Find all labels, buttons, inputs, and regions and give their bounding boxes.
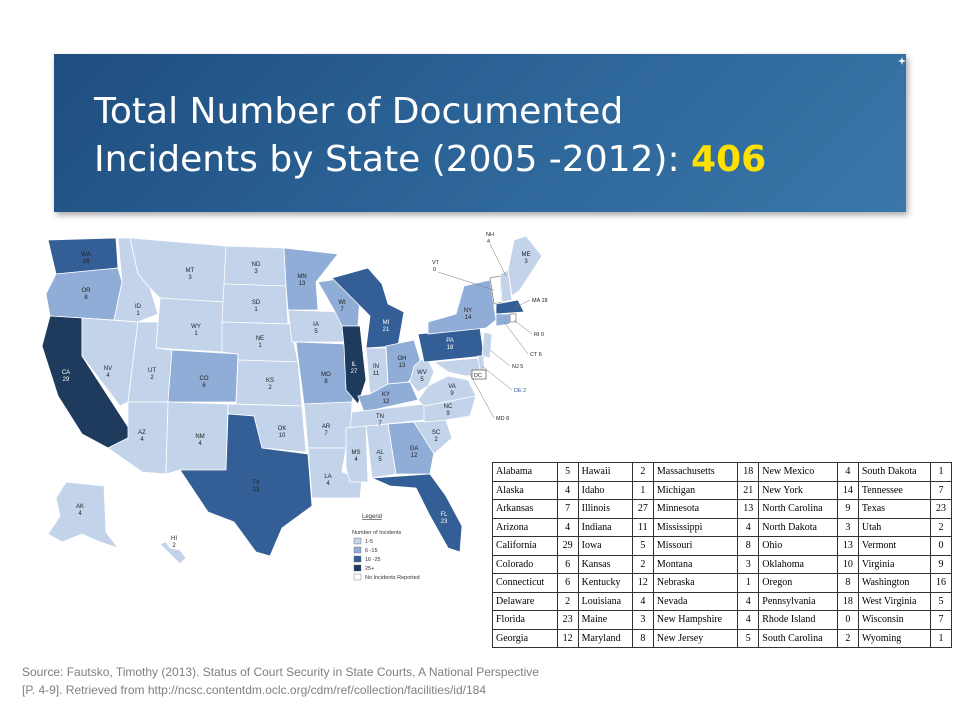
label-tx: TX	[252, 480, 260, 486]
incident-count-cell: 23	[931, 500, 952, 519]
label-ga: GA	[409, 446, 419, 452]
value-oh: 13	[398, 363, 406, 369]
legend-swatch-2	[354, 556, 361, 562]
incident-count-cell: 5	[738, 629, 759, 648]
incident-count-cell: 3	[632, 611, 653, 630]
incident-count-cell: 27	[632, 500, 653, 519]
state-name-cell: Illinois	[578, 500, 632, 519]
state-name-cell: Nevada	[653, 592, 737, 611]
label-mn: MN	[297, 274, 307, 280]
state-name-cell: West Virginia	[858, 592, 930, 611]
value-wv: 5	[420, 377, 424, 383]
label-mo: MO	[321, 372, 331, 378]
incident-count-cell: 3	[837, 518, 858, 537]
incident-count-cell: 7	[931, 611, 952, 630]
label-wi: WI	[338, 300, 346, 306]
incident-count-cell: 8	[837, 574, 858, 593]
state-name-cell: California	[493, 537, 558, 556]
state-name-cell: New York	[759, 481, 838, 500]
label-la: LA	[324, 474, 332, 480]
label-ms: MS	[351, 450, 361, 456]
state-name-cell: Pennsylvania	[759, 592, 838, 611]
label-nv: NV	[103, 366, 113, 372]
state-name-cell: Kansas	[578, 555, 632, 574]
label-md: MD 8	[496, 416, 510, 422]
incident-table-body	[493, 463, 952, 648]
incident-count-cell: 9	[931, 555, 952, 574]
incident-count-cell: 29	[557, 537, 578, 556]
state-name-cell: Idaho	[578, 481, 632, 500]
incident-count-cell: 16	[931, 574, 952, 593]
state-name-cell: Georgia	[493, 629, 558, 648]
value-ks: 2	[268, 385, 272, 391]
label-wy: WY	[191, 324, 201, 330]
state-name-cell: Alaska	[493, 481, 558, 500]
label-hi: HI	[171, 536, 177, 542]
value-tx: 23	[252, 487, 260, 493]
state-name-cell: Oregon	[759, 574, 838, 593]
label-il: IL	[351, 362, 357, 368]
table-row	[493, 500, 952, 519]
legend-label-2: 16 -25	[365, 557, 381, 563]
state-name-cell: Kentucky	[578, 574, 632, 593]
state-name-cell: Massachusetts	[653, 463, 737, 482]
state-name-cell: Utah	[858, 518, 930, 537]
incident-table	[492, 462, 952, 648]
incident-count-cell: 12	[557, 629, 578, 648]
table-row	[493, 518, 952, 537]
incident-count-cell: 0	[931, 537, 952, 556]
state-name-cell: Arkansas	[493, 500, 558, 519]
state-name-cell: Alabama	[493, 463, 558, 482]
incident-count-cell: 3	[738, 555, 759, 574]
label-de: DE 2	[514, 388, 527, 394]
incident-count-cell: 4	[557, 481, 578, 500]
incident-count-cell: 5	[557, 463, 578, 482]
value-mi: 21	[382, 327, 390, 333]
table-row	[493, 592, 952, 611]
label-ok: OK	[277, 426, 287, 432]
state-nj	[482, 332, 492, 358]
state-wy	[156, 298, 224, 352]
label-al: AL	[376, 450, 384, 456]
legend-swatch-4	[354, 574, 361, 580]
label-co: CO	[199, 376, 209, 382]
value-wi: 7	[340, 307, 344, 313]
state-name-cell: Washington	[858, 574, 930, 593]
table-row	[493, 629, 952, 648]
label-fl: FL	[440, 512, 448, 518]
value-ny: 14	[464, 315, 472, 321]
value-ca: 29	[62, 377, 70, 383]
label-nj: NJ 5	[512, 364, 524, 370]
state-name-cell: Montana	[653, 555, 737, 574]
state-ct	[496, 314, 510, 326]
state-name-cell: New Hampshire	[653, 611, 737, 630]
label-wv: WV	[417, 370, 427, 376]
value-co: 6	[202, 383, 206, 389]
label-or: OR	[81, 288, 91, 294]
incident-count-cell: 18	[738, 463, 759, 482]
incident-count-cell: 23	[557, 611, 578, 630]
value-la: 4	[326, 481, 330, 487]
incident-count-cell: 10	[837, 555, 858, 574]
state-name-cell: South Carolina	[759, 629, 838, 648]
state-name-cell: New Mexico	[759, 463, 838, 482]
legend-label-0: 1-5	[365, 539, 373, 545]
incident-count-cell: 8	[738, 537, 759, 556]
value-wa: 16	[82, 259, 90, 265]
incident-count-cell: 11	[632, 518, 653, 537]
incident-count-cell: 6	[557, 574, 578, 593]
state-name-cell: New Jersey	[653, 629, 737, 648]
state-name-cell: Colorado	[493, 555, 558, 574]
value-ms: 4	[354, 457, 358, 463]
state-name-cell: Florida	[493, 611, 558, 630]
value-nv: 4	[106, 373, 110, 379]
state-ak	[48, 482, 118, 548]
table-row	[493, 481, 952, 500]
label-ma: MA 18	[532, 298, 548, 304]
state-or	[46, 268, 122, 320]
incident-count-cell: 4	[837, 463, 858, 482]
label-oh: OH	[397, 356, 407, 362]
label-nc: NC	[443, 404, 453, 410]
legend-label-4: No Incidents Reported	[365, 575, 420, 581]
incident-count-cell: 4	[738, 518, 759, 537]
incident-count-cell: 2	[557, 592, 578, 611]
incident-count-cell: 7	[931, 481, 952, 500]
value-tn: 7	[378, 421, 382, 427]
state-name-cell: Iowa	[578, 537, 632, 556]
value-ok: 10	[278, 433, 286, 439]
label-ct: CT 6	[530, 352, 542, 358]
value-sd: 1	[254, 307, 258, 313]
value-ne: 1	[258, 343, 262, 349]
legend-swatch-3	[354, 565, 361, 571]
value-az: 4	[140, 437, 144, 443]
slide-title	[94, 88, 874, 184]
label-ak: AK	[75, 504, 85, 510]
incident-count-cell: 12	[632, 574, 653, 593]
incident-count-cell: 21	[738, 481, 759, 500]
label-tn: TN	[376, 414, 384, 420]
state-name-cell: Minnesota	[653, 500, 737, 519]
incident-count-cell: 9	[837, 500, 858, 519]
state-name-cell: Missouri	[653, 537, 737, 556]
value-va: 9	[450, 391, 454, 397]
incident-count-cell: 2	[632, 555, 653, 574]
state-name-cell: Indiana	[578, 518, 632, 537]
label-pa: PA	[446, 338, 454, 344]
value-ut: 2	[150, 375, 154, 381]
label-az: AZ	[138, 430, 146, 436]
value-pa: 18	[446, 345, 454, 351]
incident-count-cell: 8	[632, 629, 653, 648]
value-id: 1	[136, 311, 140, 317]
incident-count-cell: 7	[557, 500, 578, 519]
state-name-cell: Connecticut	[493, 574, 558, 593]
value-nh: 4	[487, 239, 491, 245]
label-sc: SC	[431, 430, 441, 436]
incident-count-cell: 18	[837, 592, 858, 611]
state-name-cell: Wyoming	[858, 629, 930, 648]
incident-count-cell: 5	[632, 537, 653, 556]
incident-count-cell: 13	[837, 537, 858, 556]
incident-count-cell: 1	[738, 574, 759, 593]
value-ky: 12	[382, 399, 390, 405]
state-name-cell: Nebraska	[653, 574, 737, 593]
label-ia: IA	[313, 322, 319, 328]
incident-count-cell: 1	[931, 629, 952, 648]
state-name-cell: Hawaii	[578, 463, 632, 482]
source-line-2: [P. 4-9]. Retrieved from http://ncsc.contentdm.oclc.org/cdm/ref/collection/facilities/id/184	[22, 683, 486, 697]
value-or: 8	[84, 295, 88, 301]
label-ny: NY	[463, 308, 473, 314]
value-me: 3	[524, 259, 528, 265]
label-nm: NM	[195, 434, 205, 440]
state-name-cell: Michigan	[653, 481, 737, 500]
state-name-cell: Maryland	[578, 629, 632, 648]
label-vt: VT	[432, 260, 440, 266]
legend-label-1: 6 -15	[365, 548, 378, 554]
state-name-cell: North Dakota	[759, 518, 838, 537]
state-name-cell: Wisconsin	[858, 611, 930, 630]
label-wa: WA	[81, 252, 91, 258]
incident-count-cell: 5	[931, 592, 952, 611]
value-in: 11	[372, 371, 380, 377]
table-row	[493, 574, 952, 593]
title-line-1: Total Number of Documented	[94, 91, 624, 132]
state-name-cell: Louisiana	[578, 592, 632, 611]
total-count: 406	[691, 139, 767, 180]
value-mn: 13	[298, 281, 306, 287]
label-id: ID	[135, 304, 141, 310]
label-ca: CA	[61, 370, 71, 376]
incident-count-cell: 4	[738, 592, 759, 611]
label-mt: MT	[185, 268, 195, 274]
value-ak: 4	[78, 511, 82, 517]
table-row	[493, 555, 952, 574]
label-ky: KY	[381, 392, 391, 398]
state-name-cell: Delaware	[493, 592, 558, 611]
table-row	[493, 611, 952, 630]
label-ne: NE	[255, 336, 265, 342]
incident-count-cell: 4	[557, 518, 578, 537]
state-name-cell: Tennessee	[858, 481, 930, 500]
label-ar: AR	[321, 424, 331, 430]
legend-title: Legend	[362, 514, 383, 520]
value-vt: 0	[433, 267, 437, 273]
table-row	[493, 463, 952, 482]
incident-count-cell: 13	[738, 500, 759, 519]
legend-label-3: 25+	[365, 566, 375, 572]
label-mi: MI	[382, 320, 390, 326]
incident-count-cell: 4	[738, 611, 759, 630]
state-name-cell: Maine	[578, 611, 632, 630]
value-mt: 3	[188, 275, 192, 281]
value-ar: 7	[324, 431, 328, 437]
incident-count-cell: 14	[837, 481, 858, 500]
state-fl	[372, 474, 462, 552]
state-name-cell: Ohio	[759, 537, 838, 556]
label-ri: RI 0	[534, 332, 545, 338]
state-name-cell: Virginia	[858, 555, 930, 574]
label-ks: KS	[265, 378, 275, 384]
value-nm: 4	[198, 441, 202, 447]
label-in: IN	[373, 364, 379, 370]
label-nh: NH	[486, 232, 494, 238]
value-nc: 9	[446, 411, 450, 417]
value-hi: 2	[172, 543, 176, 549]
incident-count-cell: 1	[931, 463, 952, 482]
state-ny	[428, 280, 496, 334]
incident-count-cell: 6	[557, 555, 578, 574]
label-ut: UT	[148, 368, 156, 374]
incident-count-cell: 2	[632, 463, 653, 482]
legend-subtitle: Number of Incidents	[352, 530, 402, 536]
state-name-cell: Mississippi	[653, 518, 737, 537]
value-mo: 8	[324, 379, 328, 385]
incident-count-cell: 0	[837, 611, 858, 630]
value-nd: 3	[254, 269, 258, 275]
label-sd: SD	[251, 300, 261, 306]
source-line-1: Source: Fautsko, Timothy (2013). Status of Court Security in State Courts, A National Perspective	[22, 665, 539, 679]
label-me: ME	[521, 252, 531, 258]
state-name-cell: South Dakota	[858, 463, 930, 482]
table-row	[493, 537, 952, 556]
incident-count-cell: 2	[931, 518, 952, 537]
value-ia: 5	[314, 329, 318, 335]
legend-swatch-1	[354, 547, 361, 553]
incident-count-cell: 1	[632, 481, 653, 500]
state-name-cell: Texas	[858, 500, 930, 519]
state-name-cell: Rhode Island	[759, 611, 838, 630]
legend-swatch-0	[354, 538, 361, 544]
incident-count-cell: 2	[837, 629, 858, 648]
value-ga: 12	[410, 453, 418, 459]
value-fl: 23	[440, 519, 448, 525]
state-name-cell: Arizona	[493, 518, 558, 537]
value-sc: 2	[434, 437, 438, 443]
state-name-cell: Oklahoma	[759, 555, 838, 574]
state-me	[508, 236, 542, 296]
label-dc: DC	[474, 373, 482, 379]
title-line-2	[94, 136, 874, 184]
value-al: 5	[378, 457, 382, 463]
title-line-2-text: Incidents by State (2005 -2012):	[94, 139, 692, 180]
label-va: VA	[448, 384, 456, 390]
source-citation	[22, 663, 922, 699]
value-wy: 1	[194, 331, 198, 337]
incident-count-cell: 4	[632, 592, 653, 611]
star-icon	[898, 57, 906, 65]
map-legend	[352, 514, 420, 581]
state-name-cell: North Carolina	[759, 500, 838, 519]
state-name-cell: Vermont	[858, 537, 930, 556]
value-il: 27	[350, 369, 358, 375]
label-nd: ND	[251, 262, 261, 268]
